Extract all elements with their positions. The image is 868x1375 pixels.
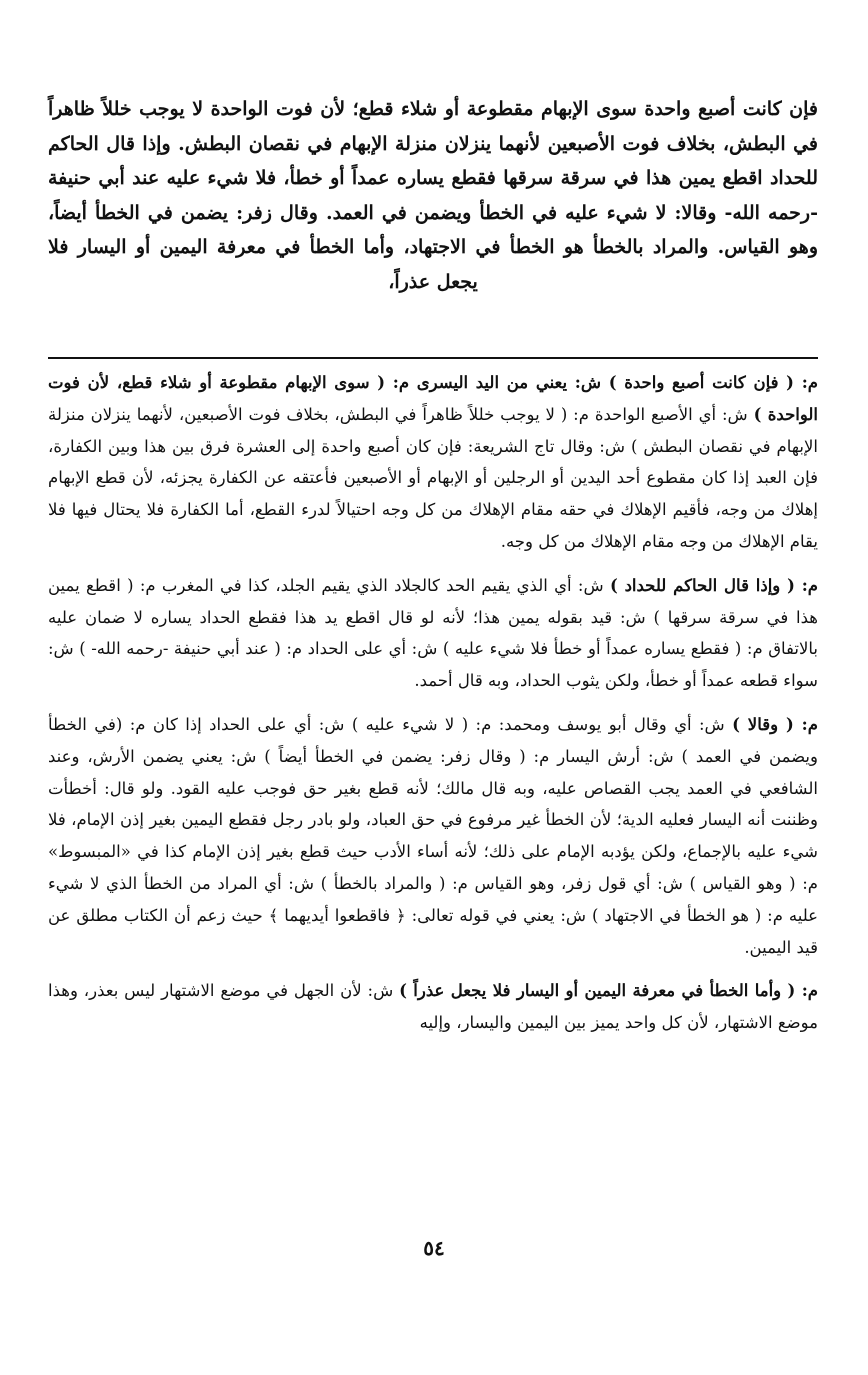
commentary-body: ش: أي الذي يقيم الحد كالجلاد الذي يقيم الجلد، كذا في المغرب م: ( اقطع يمين هذا في سرقة سرقها ) ش: قيد بقوله يمين هذا؛ لأنه لو قال اقطع يد هذا فقطع الحداد يساره لا ضمان عليه بالاتفاق م: ( فقطع يساره عمداً أو خطأ فلا شيء عليه ) ش: أي على الحداد م: ( عند أبي حنيفة -رحمه الله- ) ش: سواء قطعه عمداً أو خطأ، ولكن يثوب الحداد، وبه قال أحمد. xyxy=(48,575,818,691)
main-text: فإن كانت أصبع واحدة سوى الإبهام مقطوعة أو شلاء قطع؛ لأن فوت الواحدة لا يوجب خللاً ظاهراً في البطش، بخلاف فوت الأصبعين لأنهما ينزلان منزلة الإبهام في نقصان البطش. وإذا قال الحاكم للحداد اقطع يمين هذا في سرقة سرقها فقطع يساره عمداً أو خطأ، فلا شيء عليه عند أبي حنيفة -رحمه الله- وقالا: لا شيء عليه في الخطأ ويضمن في العمد. وقال زفر: يضمن في الخطأ أيضاً، وهو القياس. والمراد بالخطأ هو الخطأ في الاجتهاد، وأما الخطأ في معرفة اليمين أو اليسار فلا يجعل عذراً، xyxy=(48,98,818,293)
page xyxy=(48,92,818,1375)
commentary-paragraph xyxy=(48,975,818,1039)
commentary-paragraph xyxy=(48,367,818,558)
commentary-paragraph xyxy=(48,709,818,963)
commentary-lead: م: ( وأما الخطأ في معرفة اليمين أو اليسار فلا يجعل عذراً ) xyxy=(399,981,818,1001)
commentary-body: ش: أي وقال أبو يوسف ومحمد: م: ( لا شيء عليه ) ش: أي على الحداد إذا كان م: (في الخطأ ويضمن في العمد ) ش: أرش اليسار م: ( وقال زفر: يضمن في الخطأ أيضاً ) ش: يعني يضمن الأرش، وعند الشافعي في العمد يجب القصاص عليه، وبه قال مالك؛ لأنه قطع بغير حق فوجب عليه القود. ولو قال: أخطأت وظننت أنه اليسار فعليه الدية؛ لأن الخطأ غير مرفوع في حق العباد، ولو بادر رجل فقطع اليمين بغير إذن الإمام، فلا شيء عليه بالإجماع، ولكن يؤدبه الإمام على ذلك؛ لأنه أساء الأدب حيث قطع بغير إذن الإمام كذا في «المبسوط» م: ( وهو القياس ) ش: أي قول زفر، وهو القياس م: ( والمراد بالخطأ ) ش: أي المراد من الخطأ الذي لا شيء عليه م: ( هو الخطأ في الاجتهاد ) ش: يعني في قوله تعالى: ﴿ فاقطعوا أيديهما ﴾ حيث زعم أن الكتاب مطلق عن قيد اليمين. xyxy=(48,714,818,957)
page-number: ٥٤ xyxy=(423,1236,445,1260)
section-divider xyxy=(48,357,818,359)
commentary-lead: م: ( وإذا قال الحاكم للحداد ) xyxy=(609,575,818,595)
commentary-body: ش: لأن الجهل في موضع الاشتهار ليس بعذر، وهذا موضع الاشتهار، لأن كل واحد يميز بين اليمين واليسار، وإليه xyxy=(48,981,818,1033)
commentary-lead: م: ( وقالا ) xyxy=(732,714,818,734)
commentary-paragraph xyxy=(48,570,818,697)
commentary xyxy=(48,367,818,1051)
commentary-lead: م: ( فإن كانت أصبع واحدة ) ش: يعني من اليد اليسرى م: ( سوى الإبهام مقطوعة أو شلاء قطع، لأن فوت الواحدة ) xyxy=(48,373,818,424)
commentary-body: ش: أي الأصبع الواحدة م: ( لا يوجب خللاً ظاهراً في البطش، بخلاف فوت الأصبعين، لأنهما ينزلان منزلة الإبهام في نقصان البطش ) ش: وقال تاج الشريعة: فإن كان أصبع واحدة إلى العشرة فرق بين هذا وبين الكفارة، فإن العبد إذا كان مقطوع أحد اليدين أو الرجلين أو الإبهام أو الأصبعين فأعتقه عن الكفارة يجزئه، لأن قطع الإبهام إهلاك من وجه، فأقيم الإهلاك في حقه مقام الإهلاك من كل وجه احتيالاً لدرء القطع، أما الكفارة فلا يحتال فيها فلا يقام الإهلاك من وجه مقام الإهلاك من كل وجه. xyxy=(48,404,818,551)
